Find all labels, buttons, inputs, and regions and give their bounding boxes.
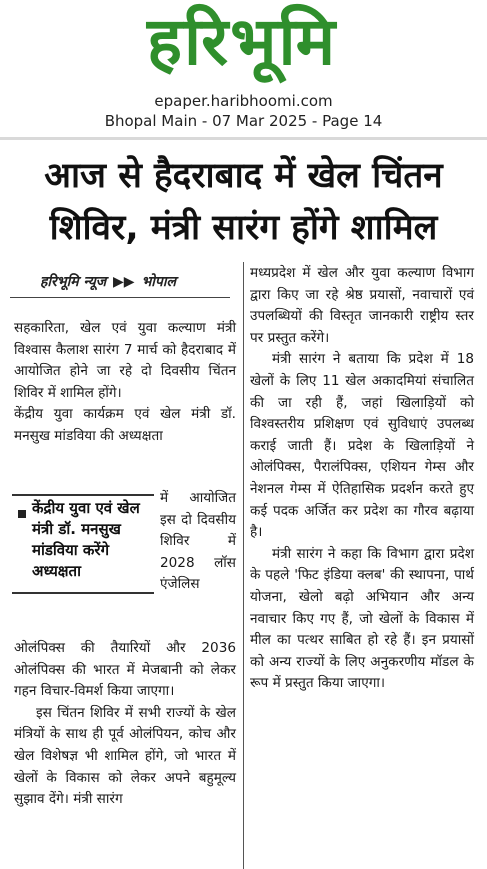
edition-info: Bhopal Main - 07 Mar 2025 - Page 14 xyxy=(104,112,383,130)
headline xyxy=(8,150,479,254)
pullquote-box xyxy=(12,494,154,594)
byline-city: भोपाल xyxy=(141,274,176,290)
left-column-lower xyxy=(14,638,236,811)
headline-line-1: आज से हैदराबाद में खेल चिंतन xyxy=(44,156,443,196)
pullquote-text: केंद्रीय युवा एवं खेल मंत्री डॉ. मनसुख मांडविया करेंगे अध्यक्षता xyxy=(32,499,140,580)
article-paragraph: इस चिंतन शिविर में सभी राज्यों के खेल मंत्रियों के साथ ही पूर्व ओलंपियन, कोच और खेल विशेषज्ञ भी शामिल होंगे, जो भारत में खेलों के विकास को लेकर अपने बहुमूल्य सुझाव देंगे। मंत्री सारंग xyxy=(14,704,236,808)
byline-underline xyxy=(10,297,230,298)
epaper-url: epaper.haribhoomi.com xyxy=(154,92,333,110)
article-paragraph: सहकारिता, खेल एवं युवा कल्याण मंत्री विश्वास कैलाश सारंग 7 मार्च को हैदराबाद में आयोजित होने जा रहे दो दिवसीय चिंतन शिविर में शामिल होंगे। xyxy=(14,320,236,401)
article-paragraph: मध्यप्रदेश में खेल और युवा कल्याण विभाग द्वारा किए जा रहे श्रेष्ठ प्रयासों, नवाचारों एवं उपलब्धियों की विस्तृत जानकारी राष्ट्रीय स्तर पर प्रस्तुत करेंगे। xyxy=(250,265,474,346)
column-divider xyxy=(243,262,244,869)
masthead xyxy=(0,0,487,130)
article-paragraph: ओलंपिक्स की तैयारियों और 2036 ओलंपिक्स की भारत में मेजबानी को लेकर गहन विचार-विमर्श किया जाएगा। xyxy=(14,640,236,700)
byline-separator-icon: ▶▶ xyxy=(113,274,135,290)
byline-agency: हरिभूमि न्यूज xyxy=(40,274,107,290)
wrapped-text-beside-pullquote xyxy=(160,488,236,596)
newspaper-logo: हरिभूमि xyxy=(146,3,338,80)
article-paragraph: मंत्री सारंग ने कहा कि विभाग द्वारा प्रदेश के पहले 'फिट इंडिया क्लब' की स्थापना, पार्थ योजना, खेलो बढ़ो अभियान और अन्य नवाचार किए गए हैं, जो खेलों के विकास में मील का पत्थर साबित हो रहे हैं। इन प्रयासों को अन्य राज्यों के लिए अनुकरणीय मॉडल के रूप में प्रस्तुत किया जाएगा। xyxy=(250,545,474,692)
headline-line-2: शिविर, मंत्री सारंग होंगे शामिल xyxy=(49,208,438,248)
article-paragraph: में आयोजित इस दो दिवसीय शिविर में 2028 लॉस एंजेलिस xyxy=(160,490,236,593)
right-column xyxy=(250,263,474,695)
byline xyxy=(40,272,176,291)
article-paragraph: केंद्रीय युवा कार्यक्रम एवं खेल मंत्री डॉ. मनसुख मांडविया की अध्यक्षता xyxy=(14,406,236,444)
article-paragraph: मंत्री सारंग ने बताया कि प्रदेश में 18 खेलों के लिए 11 खेल अकादमियां संचालित की जा रही हैं, जहां खिलाड़ियों को विश्वस्तरीय प्रशिक्षण एवं सुविधाएं उपलब्ध कराई जाती हैं। प्रदेश के खिलाड़ियों ने ओलंपिक्स, पैरालंपिक्स, एशियन गेम्स और नेशनल गेम्स में ऐतिहासिक प्रदर्शन करते हुए कई पदक अर्जित कर प्रदेश का गौरव बढ़ाया है। xyxy=(250,351,474,541)
left-column xyxy=(14,318,236,448)
masthead-divider xyxy=(0,137,487,140)
square-bullet-icon xyxy=(18,510,26,518)
